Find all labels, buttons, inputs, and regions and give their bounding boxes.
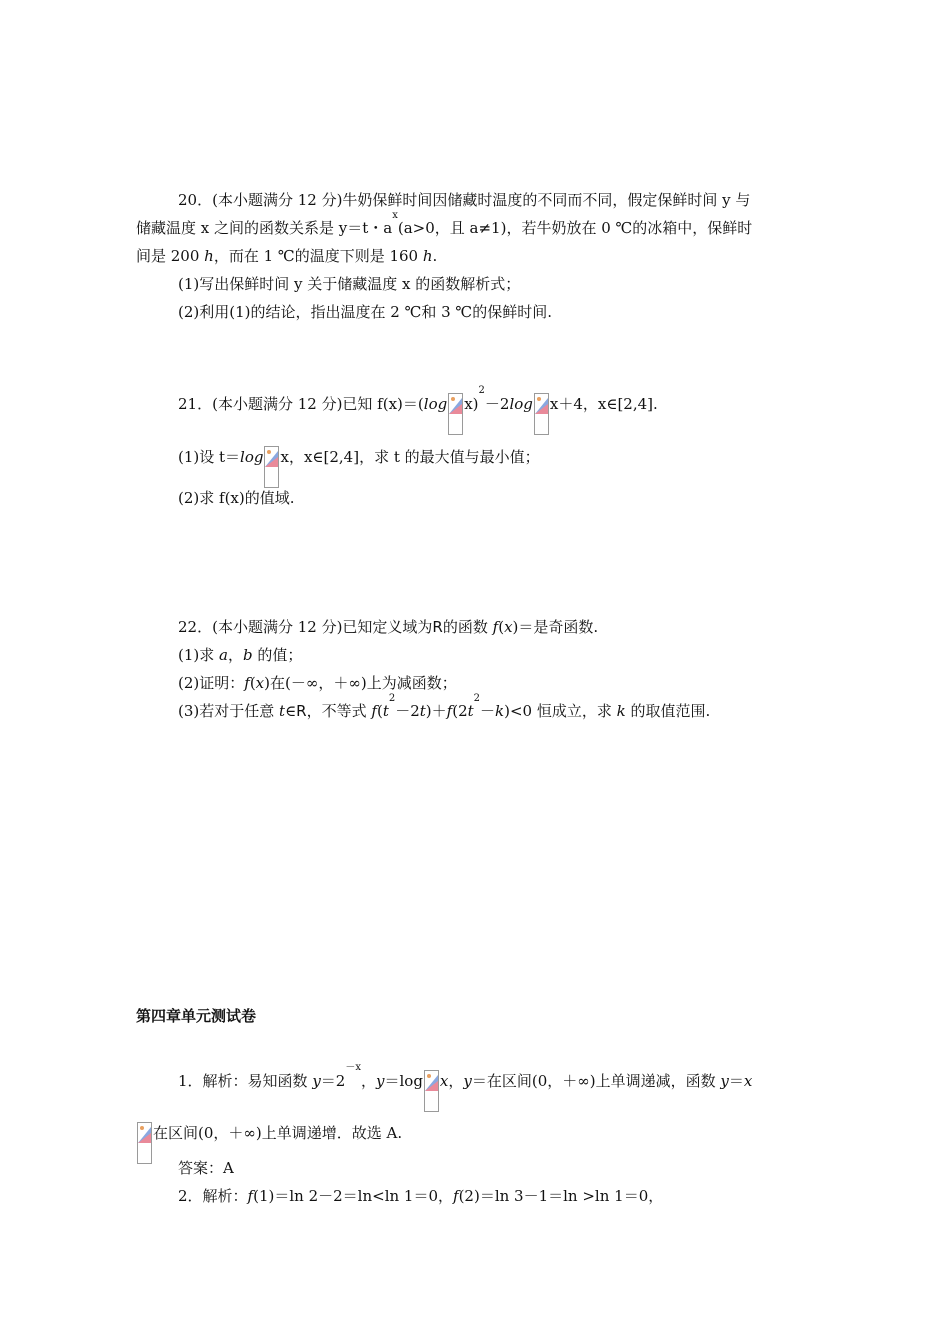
q22-part-3: (3)若对于任意 t∈R，不等式 $f(t^2-2t)+f(2t^2-k)<0$ 恒成立，求 k 的取值范围. <box>178 693 711 720</box>
broken-image-icon <box>137 1122 152 1164</box>
section-heading: 第四章单元测试卷 <box>136 1007 257 1025</box>
q21-part-1: (1)设 t＝log x，x∈[2,4]，求 t 的最大值与最小值； <box>178 446 540 488</box>
q20-part-1: (1)写出保鲜时间 y 关于储藏温度 x 的函数解析式； <box>178 275 521 293</box>
q22-line-1: 22．(本小题满分 12 分)已知定义域为R的函数 f(x)＝是奇函数. <box>178 618 599 636</box>
broken-image-icon <box>448 393 463 435</box>
answer-1-line-1: 1．解析：易知函数 $y=2^{-x}$，y＝log x，y＝在区间(0，＋∞)上单调递减，函数 y＝x <box>178 1070 752 1112</box>
q22-part-1: (1)求 a，b 的值； <box>178 646 303 664</box>
answer-1-line-2: 在区间(0，＋∞)上单调递增．故选 A. <box>136 1122 402 1164</box>
q20-line-1: 20．(本小题满分 12 分)牛奶保鲜时间因储藏时温度的不同而不同，假定保鲜时间 y 与 <box>178 191 751 209</box>
answer-2-line-1: 2．解析：f(1)＝ln 2－2＝ln<ln 1＝0，f(2)＝ln 3－1＝ln >ln 1＝0， <box>178 1187 664 1205</box>
broken-image-icon <box>534 393 549 435</box>
q20-part-2: (2)利用(1)的结论，指出温度在 2 ℃和 3 ℃的保鲜时间. <box>178 303 552 321</box>
q20-line-3: 间是 200 h，而在 1 ℃的温度下则是 160 h. <box>136 247 438 265</box>
q20-line-2: 储藏温度 x 之间的函数关系是 y＝t・$a^x(a>0$，且 a≠1)，若牛奶放在 0 ℃的冰箱中，保鲜时 <box>136 210 753 237</box>
broken-image-icon <box>424 1070 439 1112</box>
answer-1-result: 答案：A <box>178 1159 234 1177</box>
q21-part-2: (2)求 f(x)的值域. <box>178 489 295 507</box>
q22-part-2: (2)证明：f(x)在(－∞，＋∞)上为减函数； <box>178 674 457 692</box>
q21-line-1: 21．(本小题满分 12 分)已知 f(x)＝(log x)$^2$－2log x＋4，x∈[2,4]. <box>178 393 658 435</box>
broken-image-icon <box>264 446 279 488</box>
